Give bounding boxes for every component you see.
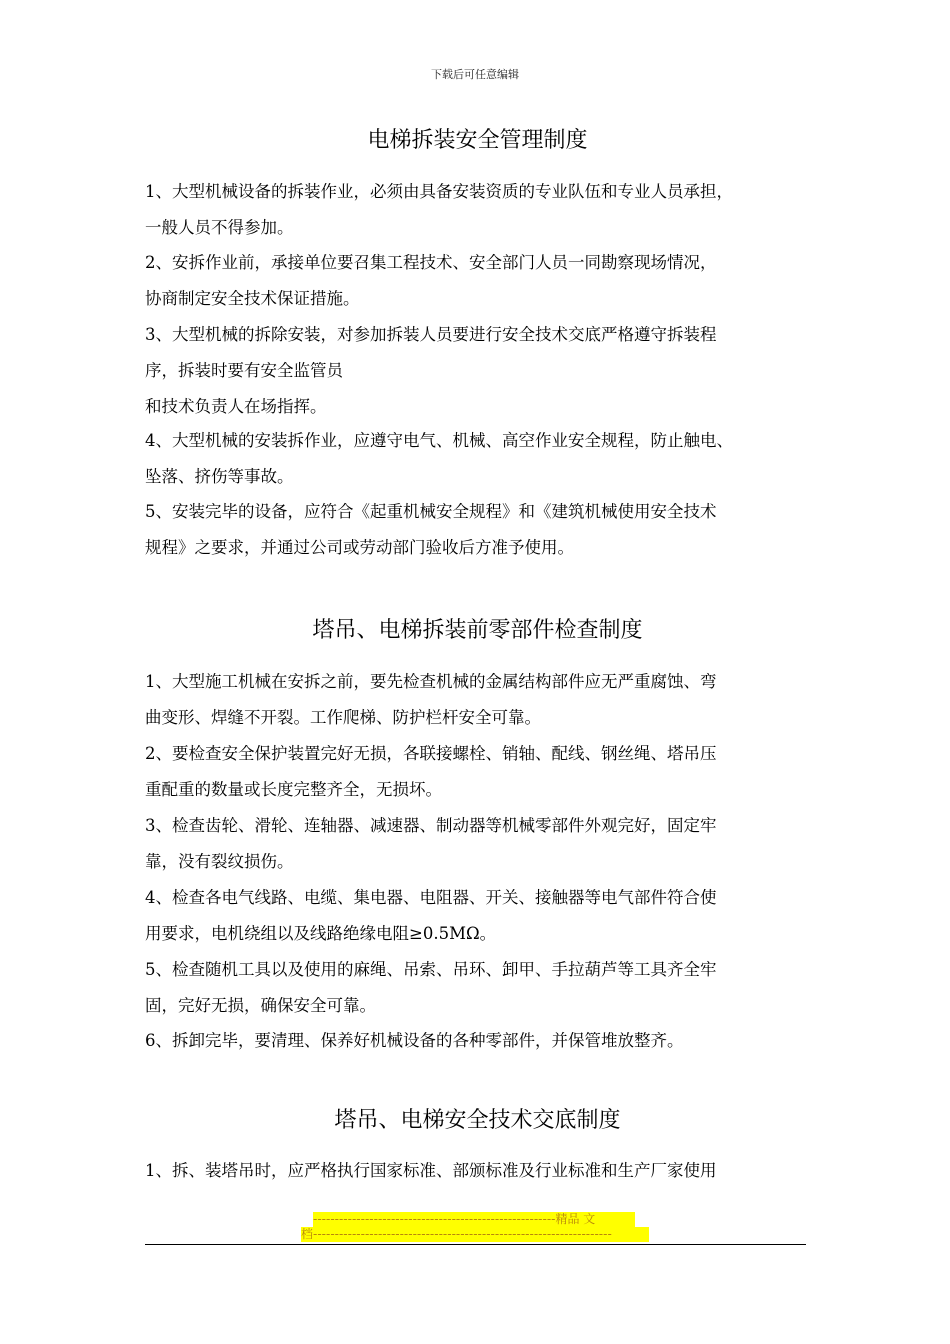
paragraph: [145, 174, 810, 246]
footer-divider: [145, 1244, 806, 1245]
paragraph: [145, 808, 810, 880]
paragraph-line: 和技术负责人在场指挥。: [145, 397, 327, 416]
paragraph: [145, 423, 810, 495]
paragraph-line: 1、大型机械设备的拆装作业，必须由具备安装资质的专业队伍和专业人员承担，: [145, 182, 733, 201]
paragraph: [145, 664, 810, 736]
paragraph: [145, 880, 810, 952]
paragraph-line: 4、检查各电气线路、电缆、集电器、电阻器、开关、接触器等电气部件符合使: [145, 888, 717, 907]
paragraph-line: 协商制定安全技术保证措施。: [145, 289, 360, 308]
paragraph-line: 2、要检查安全保护装置完好无损，各联接螺栓、销轴、配线、钢丝绳、塔吊压: [145, 744, 717, 763]
paragraph-line: 5、安装完毕的设备，应符合《起重机械安全规程》和《建筑机械使用安全技术: [145, 502, 717, 521]
paragraph-line: 规程》之要求，并通过公司或劳动部门验收后方准予使用。: [145, 538, 574, 557]
section-title: 塔吊、电梯安全技术交底制度: [334, 1108, 621, 1133]
paragraph-line: 1、大型施工机械在安拆之前，要先检查机械的金属结构部件应无严重腐蚀、弯: [145, 672, 717, 691]
paragraph: [145, 1023, 810, 1059]
footer-line: 档---------------------------------------------------------------------: [301, 1227, 649, 1242]
paragraph: [145, 494, 810, 566]
section-title: 塔吊、电梯拆装前零部件检查制度: [312, 618, 643, 643]
paragraph-line: 固，完好无损，确保安全可靠。: [145, 996, 376, 1015]
paragraph-line: 重配重的数量或长度完整齐全，无损坏。: [145, 780, 442, 799]
paragraph: [145, 245, 810, 317]
paragraph-line: 4、大型机械的安装拆作业，应遵守电气、机械、高空作业安全规程，防止触电、: [145, 431, 733, 450]
paragraph-line: 2、安拆作业前，承接单位要召集工程技术、安全部门人员一同勘察现场情况，: [145, 253, 717, 272]
paragraph-line: 序，拆装时要有安全监管员: [145, 361, 343, 380]
paragraph: [145, 736, 810, 808]
paragraph: [145, 952, 810, 1024]
paragraph-line: 5、检查随机工具以及使用的麻绳、吊索、吊环、卸甲、手拉葫芦等工具齐全牢: [145, 960, 717, 979]
paragraph-line: 坠落、挤伤等事故。: [145, 467, 294, 486]
header-note: 下载后可任意编辑: [431, 68, 519, 81]
paragraph-line: 曲变形、焊缝不开裂。工作爬梯、防护栏杆安全可靠。: [145, 708, 541, 727]
footer-line: --------------------------------------------------------精品 文: [313, 1212, 635, 1227]
paragraph-line: 3、大型机械的拆除安装，对参加拆装人员要进行安全技术交底严格遵守拆装程: [145, 325, 717, 344]
paragraph: [145, 1153, 810, 1189]
paragraph-line: 1、拆、装塔吊时，应严格执行国家标准、部颁标准及行业标准和生产厂家使用: [145, 1161, 717, 1180]
paragraph-line: 靠，没有裂纹损伤。: [145, 852, 294, 871]
section-title: 电梯拆装安全管理制度: [367, 128, 588, 153]
paragraph-line: 一般人员不得参加。: [145, 218, 294, 237]
paragraph-line: 用要求，电机绕组以及线路绝缘电阻≥0.5MΩ。: [145, 924, 497, 943]
paragraph: [145, 317, 810, 425]
paragraph-line: 6、拆卸完毕，要清理、保养好机械设备的各种零部件，并保管堆放整齐。: [145, 1031, 684, 1050]
paragraph-line: 3、检查齿轮、滑轮、连轴器、减速器、制动器等机械零部件外观完好，固定牢: [145, 816, 717, 835]
